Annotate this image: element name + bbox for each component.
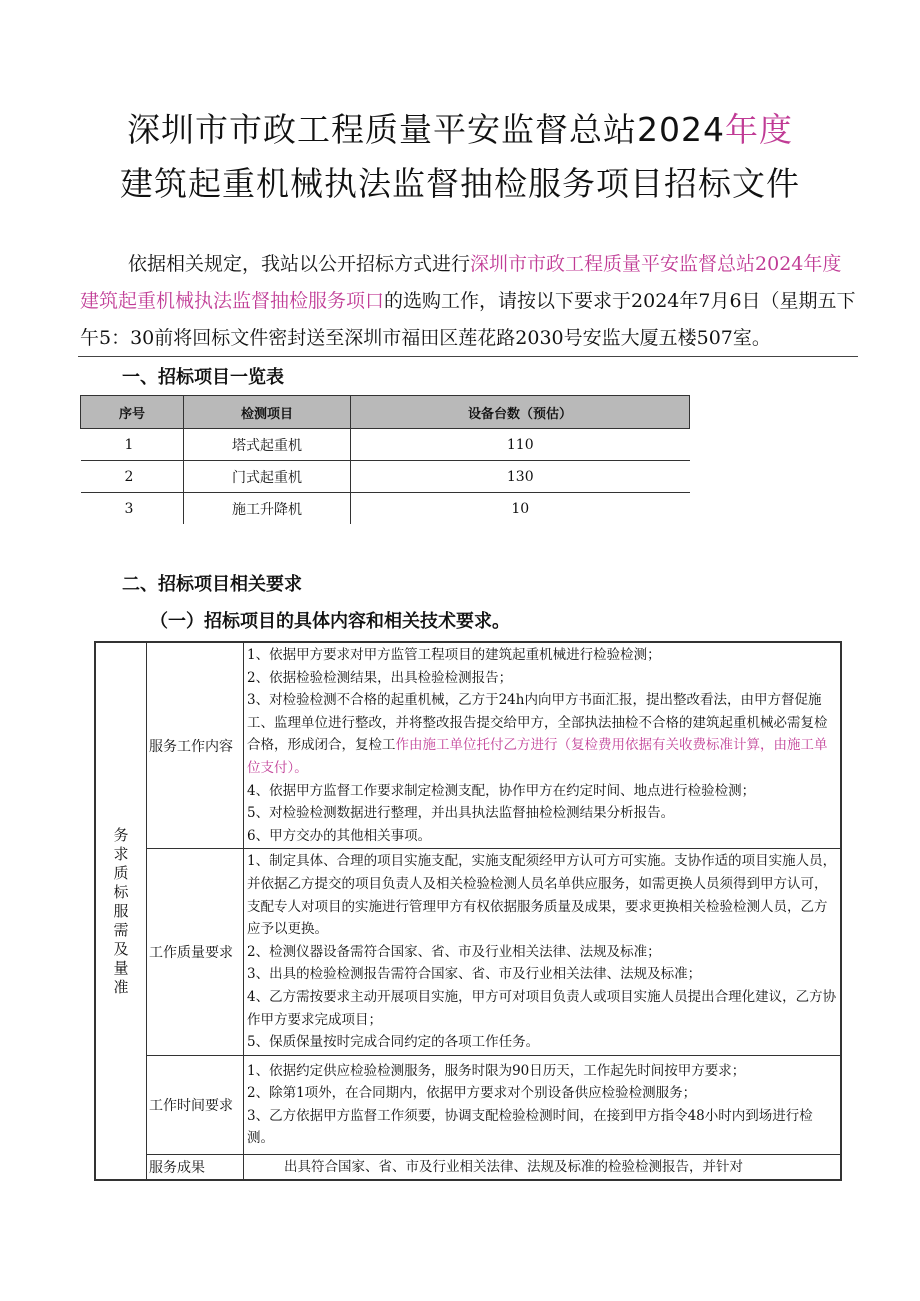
quality-text: [244, 849, 841, 1055]
side-label-cell: [96, 643, 147, 1180]
title-line1-year-suffix: 年度: [724, 110, 793, 149]
intro-deadline: 的选购工作，请按以下要求于2024年7月6日（星期五下午5：30前将回标文件密封送至深圳市福田区莲花路2030号安监大厦五楼507室。: [80, 290, 856, 349]
quality-label: 工作质量要求: [147, 849, 244, 1055]
row-count: 130: [351, 461, 690, 493]
quality-line: 5、保质保量按时完成合同约定的各项工作任务。: [247, 1034, 540, 1051]
timing-row: [96, 1055, 841, 1154]
service-line-part: 3、对检验检测不合格的起重机械，乙方于24h内向甲方书面汇报，提出整改看法，由甲方督促施工、监理单位进行整改，并将整改报告提交给甲方，全部执法抽检不合格的建筑起重机械必需复检合格，形成闭合，复检工: [247, 692, 828, 754]
quality-row: [96, 849, 841, 1055]
col-count-header: 设备台数（预估）: [351, 396, 690, 429]
service-line: 5、对检验检测数据进行整理，并出具执法监督抽检检测结果分析报告。: [247, 805, 675, 822]
row-no: 3: [81, 493, 184, 525]
quality-line: 2、检测仪器设备需符合国家、省、市及行业相关法律、法规及标准；: [247, 943, 661, 960]
service-line-highlight: 作由施工单位托付乙方进行（复检费用依据有关收费标准计算，由施工单位支付）。: [247, 737, 828, 776]
section2-heading: 二、招标项目相关要求: [122, 574, 302, 595]
service-content-text: [244, 643, 841, 849]
intro-project-name: 深圳市市政工程质量平安监督总站2024年度建筑起重机械执法监督抽检服务项口: [80, 253, 842, 312]
document-title-line2: 建筑起重机械执法监督抽检服务项目招标文件: [120, 164, 800, 203]
title-line1-main: 深圳市市政工程质量平安监督总站2024: [127, 110, 725, 149]
timing-line: 2、除第1项外，在合同期内，依据甲方要求对个别设备供应检验检测服务；: [247, 1085, 697, 1102]
intro-paragraph: [80, 246, 860, 357]
service-content-label: 服务工作内容: [147, 643, 244, 849]
intro-lead: 依据相关规定，我站以公开招标方式进行: [128, 253, 471, 275]
timing-line: 1、依据约定供应检验检测服务，服务时限为90日历天，工作起先时间按甲方要求；: [247, 1062, 746, 1079]
timing-line: 3、乙方依据甲方监督工作须要，协调支配检验检测时间，在接到甲方指令48小时内到场进行检测。: [247, 1107, 813, 1147]
service-line: 1、依据甲方要求对甲方监管工程项目的建筑起重机械进行检验检测；: [247, 647, 661, 663]
service-line: 6、甲方交办的其他相关事项。: [247, 827, 432, 844]
row-item: 塔式起重机: [184, 429, 351, 461]
table-row: [81, 493, 690, 525]
service-line: 4、依据甲方监督工作要求制定检测支配，协作甲方在约定时间、地点进行检验检测；: [247, 782, 756, 799]
row-no: 1: [81, 429, 184, 461]
project-list-table: [80, 395, 690, 524]
result-label: 服务成果: [147, 1154, 244, 1180]
col-no-header: 序号: [81, 396, 184, 429]
divider-line: [78, 356, 858, 357]
col-item-header: 检测项目: [184, 396, 351, 429]
row-count: 10: [511, 500, 530, 517]
document-title-line1: [0, 104, 920, 151]
row-item: 施工升降机: [184, 493, 351, 525]
service-content-row: [96, 643, 841, 849]
table-row: [81, 429, 690, 461]
row-no: 2: [81, 461, 184, 493]
row-count: 110: [351, 429, 690, 461]
timing-text: [244, 1055, 841, 1154]
result-row: [96, 1154, 841, 1180]
timing-label: 工作时间要求: [147, 1055, 244, 1154]
result-text: 出具符合国家、省、市及行业相关法律、法规及标准的检验检测报告，并针对: [244, 1154, 841, 1180]
table-header-row: [81, 396, 690, 429]
section2-subheading: （一）招标项目的具体内容和相关技术要求。: [150, 611, 510, 632]
service-line: 2、依据检验检测结果，出具检验检测报告；: [247, 669, 513, 686]
quality-line: 3、出具的检验检测报告需符合国家、省、市及行业相关法律、法规及标准；: [247, 966, 702, 983]
requirements-table-frame: [94, 641, 842, 1181]
section1-heading: 一、招标项目一览表: [122, 367, 284, 388]
service-line: [247, 689, 837, 779]
quality-line: 4、乙方需按要求主动开展项目实施，甲方可对项目负责人或项目实施人员提出合理化建议，乙方协作甲方要求完成项目；: [247, 988, 837, 1028]
row-item: 门式起重机: [184, 461, 351, 493]
side-label: 务求质标服需及量准: [113, 825, 129, 996]
requirements-table: [95, 642, 841, 1180]
table-row: [81, 461, 690, 493]
quality-line: 1、制定具体、合理的项目实施支配，实施支配须经甲方认可方可实施。支协作适的项目实施人员，并依据乙方提交的项目负责人及相关检验检测人员名单供应服务，如需更换人员须得到甲方认可，支配专人对项目的实施进行管理甲方有权依据服务质量及成果，要求更换相关检验检测人员，乙方应予以更换。: [247, 853, 837, 938]
